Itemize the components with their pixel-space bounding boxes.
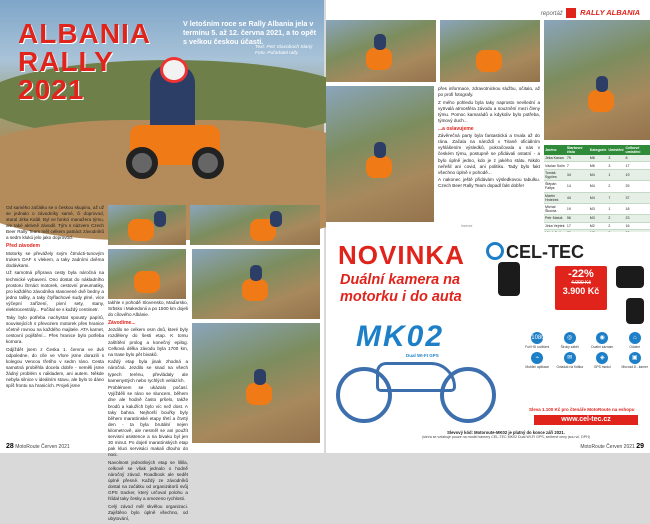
camera-lens-icon <box>616 266 644 288</box>
table-cell: 79 <box>566 155 589 162</box>
table-row <box>544 155 650 162</box>
feature-label: Microsd 8 - kamer <box>622 365 648 369</box>
ad-url-link[interactable]: www.cel-tec.cz <box>534 415 638 425</box>
photo-right-4 <box>326 86 434 222</box>
photo-rider-mountain <box>192 249 320 319</box>
feature-icon: ⌁ <box>531 352 543 364</box>
table-cell: Štěpán Faltys <box>544 181 566 192</box>
table-row <box>544 169 650 180</box>
table-cell: 23 <box>625 215 650 222</box>
left-column-1: Od samého začátku se o českou skupinu, až už se jednalo o závodníky samé, či doprovod, staral Jirka Kalál. Byl ve funkci manažera týmu, ale také aktivně závodil. Tým s názvem Czech Beer Rally Team měl celkem patnáct závodníků a sedm klukú jelo jako doprovod. Před závodem Motorky se převážely svým čtrnácti-tunovým trukem DAF s vlekem, a taky zadními dvěma dodávkami. Už samotná příprava cesty byla náročná na technické vybavení. Ono dostat do nákladního prostoru čtrnáct motorek, cestovní pneumatiky, pro každého závodníka stanovené dvě bedny a jedno tašky, a taky čtyřlachové sudy plné, více výčepní zařízení, pivní sety, stany, elektrocentrály... Počítal se s každý centimetr. Taky bylo potřeba nachystat spousty papírů, souvisejících s převozem motorek přes hranice včetně rovnou na každého majitele. ATA karnet, cestovní pojištění... Přes hranice bylo potřeba komora. Odjíždět jsem z Česka 1. června ve dvě odpoledne, do cíle ve Vlore jsme dorazili s kolegou Vencou třetího v sedm ráno. Cesta samotná proběhla docela dobře - neměli jsme žádný problém s nákladem, ani autem. Někde nebyla silnice v ideálním stavu, ale bylo to dáno spíš frontu na hranicích. Projeli jsme <box>6 205 104 391</box>
photo-right-1 <box>326 20 436 82</box>
table-cell: 3 <box>607 155 624 162</box>
right-column: přes informace, zdravotnickou službu, očitalo, až po profi fotografy. Z mého pohledu byla taky naprosto nevšední a vytrvalá atmosféra závodu a souznění mezi členy týmu. Pomoc kamarádů a kdykoliv bylo potřeba, týmový duch... ...a oslavujeme Závěrečná party byla fantastická a trvala až do rána. Začala na nároždí v Tiraně oficiálním vyhlášením výsledků, pokračovala u nás v českém týmu, postupně se přidávali ostatní - a bylo úplně jedno, kdo je z jakého státu. Nikdo neřešil ani covid, ani politiku. Tady bylo fakt všechno úplně v pohodě... A nakonec ještě přidávám výsledkovou tabulku. Czech Beer Rally Team dopadl fakt dobře! <box>438 86 540 191</box>
table-cell: 17 <box>566 222 589 229</box>
table-cell: 56 <box>566 215 589 222</box>
photo-riders-2 <box>190 205 320 245</box>
camera-rear-icon <box>626 298 644 324</box>
feature-label: Mobilní aplikace <box>525 365 549 369</box>
table-row <box>544 162 650 169</box>
ad-model: MK02 <box>356 320 444 354</box>
feature-icon: ◈ <box>596 352 608 364</box>
advertisement <box>326 232 650 442</box>
table-cell: M2 <box>589 222 608 229</box>
feature-item <box>522 352 553 369</box>
table-cell: Tomáš Sypčes <box>544 169 566 180</box>
feature-icon: ◉ <box>596 332 608 344</box>
feature-icon: ▣ <box>629 352 641 364</box>
table-row <box>544 181 650 192</box>
table-cell: 2 <box>607 222 624 229</box>
ad-model-sub: Dual WI-FI GPS <box>406 353 439 358</box>
feature-label: Široký záběr <box>561 345 579 349</box>
left-folio: 28 MotoRoute Červen 2021 <box>6 443 70 450</box>
feature-item <box>555 332 586 349</box>
table-cell: 34 <box>566 169 589 180</box>
feature-item <box>587 332 618 349</box>
table-cell: Martin Hrdeček <box>544 192 566 203</box>
ad-brand: CEL-TEC <box>506 242 584 263</box>
table-cell: M4 <box>589 169 608 180</box>
right-folio: MotoRoute Červen 2021 29 <box>580 443 644 450</box>
results-table <box>544 145 650 237</box>
left-page <box>0 0 324 453</box>
feature-icon: ⌂ <box>629 332 641 344</box>
table-cell: 3 <box>607 162 624 169</box>
camera-unit-icon <box>498 262 520 296</box>
feature-grid <box>522 332 650 369</box>
table-row <box>544 222 650 229</box>
table-row <box>544 192 650 203</box>
table-cell: M4 <box>589 181 608 192</box>
feature-item <box>620 332 650 349</box>
table-cell: 37 <box>625 192 650 203</box>
photo-right-2 <box>440 20 540 82</box>
article-intro: V letošním roce se Rally Albania jela v termínu 5. až 12. června 2021, a to opět s velkou českou účastí. <box>183 19 321 46</box>
results-header-row: Jméno Startovní číslo Kategorie Umístění Celkové umístění <box>544 145 650 155</box>
table-row <box>544 203 650 214</box>
table-cell: 14 <box>566 181 589 192</box>
ad-slogan: Duální kamera na motorku i do auta <box>340 272 490 306</box>
feature-label: Full HD rozlišení <box>525 345 549 349</box>
photo-rider-rocks <box>192 323 320 443</box>
article-credit: Text: Petr Slavoboch Slaný Foto: Pořadatel rally <box>255 45 325 57</box>
table-cell: M3 <box>589 215 608 222</box>
table-cell: M6 <box>589 162 608 169</box>
feature-item <box>620 352 650 369</box>
ad-label: Inzerce <box>461 224 472 228</box>
ad-footer-note: (sleva se vztahuje pouze na model kamery CEL-TEC MK02 Dual WI-FI GPS, sečtené ceny jsou vč. DPH) <box>366 435 646 439</box>
feature-item <box>555 352 586 369</box>
table-cell: 2 <box>607 215 624 222</box>
feature-icon: ✉ <box>564 352 576 364</box>
ad-promo: Sleva 1.100 Kč pro čtenáře MotoRoute na eshopu <box>529 407 635 412</box>
feature-item <box>587 352 618 369</box>
table-cell: 19 <box>625 169 650 180</box>
feature-icon: 1080 <box>531 332 543 344</box>
table-cell: 16 <box>625 222 650 229</box>
table-cell: Michal Škorda <box>544 203 566 214</box>
table-cell: 8 <box>625 155 650 162</box>
celtec-logo-icon <box>486 242 504 260</box>
right-page <box>326 0 650 453</box>
rally-logo-icon <box>566 8 576 18</box>
feature-icon: ◎ <box>564 332 576 344</box>
table-row <box>544 215 650 222</box>
table-cell: Jirka Vejrtek <box>544 222 566 229</box>
table-cell: 19 <box>566 203 589 214</box>
table-cell: Jirka Kavan <box>544 155 566 162</box>
table-cell: 7 <box>607 192 624 203</box>
price-badge: -22% 4.990 Kč 3.900 Kč <box>555 266 607 310</box>
feature-label: Odolné <box>629 345 640 349</box>
table-cell: M3 <box>589 203 608 214</box>
ad-footer: Slevový kód: Motoroute-MK02 je platný do konce září 2021. <box>366 430 646 435</box>
table-cell: 1 <box>607 169 624 180</box>
table-cell: 2 <box>607 181 624 192</box>
table-cell: 17 <box>625 162 650 169</box>
table-cell: 25 <box>625 181 650 192</box>
table-cell: 44 <box>566 192 589 203</box>
table-cell: M6 <box>589 155 608 162</box>
photo-right-3 <box>544 20 650 140</box>
section-header: reportáž RALLY ALBANIA <box>326 8 640 18</box>
left-column-2: takhle v pohodě Slovensko, Maďarsko, Srbsko i Makedonii a po 1500 km dojeli do cílového Albánie. Závodíme... Jezdilo se celkem osm dnů, které byly rozděleny do šesti etap. K tomu zaštítění prolog a konečný epilog. Celková délka závodu byla 1700 km, na trase bylo pět bivaků. Každý etap byla jinak zhodná a náročná. Jezdilo se snad na všech typech terénu, převládaly ale kamenystých nebo rychlých veliázích. Problémem se ukázalo počasí. Vyjížděli se ráno se sluncem, během dne ale hodně často pršelo, takže brodů a kalužích bylo víc než dost. A taky bahna. Nejhorší bouřky byly během maratónské etapy třetí a čtvrtý den - ta byla brutální nejen kilometrově, ale nesměl se ani použít servisní asistence a na bivaku byl jen 30 minut. Po dojetí maratónských etap pak kluci servisáci makali dlouho do noci. Navolnost jednotlivých etap se lišila, celkově se však jednalo o hodně náročný závod. Roadbook ale sedět úplně přesně. Každý ze závodníků dostal na začátku od organizátorů svůj GPS tracker, který určoval polohu a hlídal taky česky a omezeno rychlosti. Celý závod měl skvělou organizaci. Zajištěno bylo úplně všechno, od ubytování, <box>108 236 188 524</box>
feature-label: GPS modul <box>594 365 611 369</box>
table-cell: 18 <box>625 203 650 214</box>
motorbike-illustration <box>336 352 496 427</box>
ad-headline: NOVINKA <box>338 240 465 271</box>
table-cell: Petr Matuš <box>544 215 566 222</box>
article-title: ALBANIA RALLY 2021 <box>18 20 151 104</box>
table-cell: M4 <box>589 192 608 203</box>
feature-label: Duální záznam <box>591 345 613 349</box>
table-cell: 7 <box>566 162 589 169</box>
table-cell: Václav Solin <box>544 162 566 169</box>
feature-item <box>522 332 553 349</box>
table-cell: 1 <box>607 203 624 214</box>
feature-label: Ovladač na řidítka <box>556 365 583 369</box>
